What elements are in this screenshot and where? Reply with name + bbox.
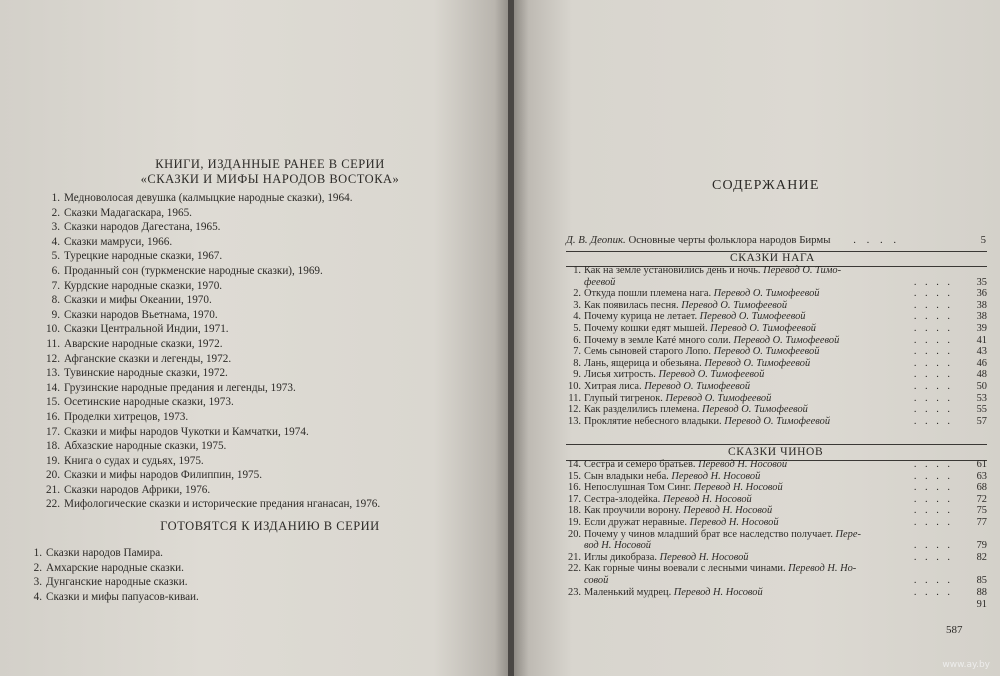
toc-entry-translator: Перевод О. Тимофеевой — [702, 404, 808, 416]
item-number: 7. — [51, 279, 60, 292]
toc-leader-dots: . . . . — [913, 311, 953, 323]
item-text: Сказки народов Вьетнама, 1970. — [64, 308, 218, 321]
toc-entry — [566, 404, 987, 416]
toc-leader-dots: . . . . — [913, 392, 953, 404]
item-number: 1. — [51, 192, 60, 204]
toc-entry-line — [566, 300, 787, 311]
toc-page-number: 68 — [976, 482, 987, 494]
toc-entry — [566, 471, 987, 483]
contents-title: СОДЕРЖАНИЕ — [712, 178, 820, 193]
toc-entry — [566, 300, 987, 312]
intro-author: Д. В. Деопик. — [566, 234, 626, 246]
item-number: 3. — [33, 576, 42, 589]
toc-intro-entry — [566, 233, 986, 247]
toc-entry-translator: Перевод О. Тимо- — [763, 265, 842, 276]
toc-entry-line — [566, 529, 861, 540]
list-item — [40, 249, 380, 264]
section1-title: СКАЗКИ НАГА — [730, 252, 815, 264]
toc-entry-translator: Перевод О. Тимофеевой — [710, 322, 816, 334]
toc-entry — [566, 323, 987, 335]
toc-entry-line — [566, 265, 841, 276]
toc-leader-dots: . . . . — [913, 470, 953, 482]
item-number: 2. — [51, 206, 60, 219]
toc-leader-dots: . . . . — [913, 516, 953, 528]
item-text: Осетинские народные сказки, 1973. — [64, 396, 234, 409]
list-item — [40, 381, 380, 396]
item-text: Книга о судах и судьях, 1975. — [64, 454, 204, 467]
toc-leader-dots: . . . . — [913, 586, 953, 598]
toc-entry — [566, 482, 987, 494]
toc-entry-number: 22. — [568, 563, 581, 575]
item-text: Сказки Мадагаскара, 1965. — [64, 206, 192, 219]
item-number: 2. — [33, 561, 42, 574]
item-number: 16. — [46, 410, 60, 423]
toc-entry-title: Сын владыки неба. — [584, 470, 672, 482]
item-text: Грузинские народные предания и легенды, 1973. — [64, 381, 296, 394]
toc-page-number: 43 — [976, 346, 987, 358]
toc-leader-dots: . . . . — [913, 346, 953, 358]
toc-entry-line — [566, 517, 779, 528]
toc-entry-number: 7. — [573, 346, 581, 358]
item-number: 15. — [46, 396, 60, 409]
toc-page-number: 50 — [976, 380, 987, 392]
toc-entry-title: Хитрая лиса. — [584, 380, 645, 392]
toc-entry-translator: Перевод Н. Носовой — [698, 459, 788, 470]
toc-entry-title: Как разделились племена. — [584, 404, 703, 416]
toc-entry — [566, 552, 987, 564]
toc-entry — [566, 505, 987, 517]
toc-leader-dots: . . . . — [913, 574, 953, 586]
list-item — [40, 352, 380, 367]
item-number: 21. — [46, 483, 60, 496]
toc-entry-number: 13. — [568, 415, 581, 427]
item-number: 18. — [46, 440, 60, 453]
item-text: Сказки и мифы папуасов-киваи. — [46, 590, 199, 603]
toc-entry-line — [566, 416, 830, 427]
list-item — [40, 410, 380, 425]
item-number: 14. — [46, 381, 60, 394]
toc-page-number: 39 — [976, 322, 987, 334]
toc-entry-number: 6. — [573, 334, 581, 346]
toc-leader-dots: . . . . — [913, 380, 953, 392]
forthcoming-books-list — [22, 546, 199, 604]
intro-title: Основные черты фольклора народов Бирмы — [628, 234, 831, 246]
item-number: 13. — [46, 367, 60, 380]
toc-entry-line — [566, 482, 783, 493]
toc-page-number: 36 — [976, 288, 987, 300]
toc-entry-line — [566, 459, 787, 470]
toc-entry-translator: Перевод О. Тимофеевой — [644, 380, 751, 392]
toc-entry-title: Почему кошки едят мышей. — [584, 322, 711, 334]
item-number: 3. — [51, 221, 60, 234]
toc-entry-translator: Перевод Н. Носовой — [671, 470, 761, 482]
item-text: Тувинские народные сказки, 1972. — [64, 367, 228, 380]
toc-entry-number: 3. — [573, 299, 581, 311]
toc-page-number: 61 — [976, 459, 987, 470]
list-item — [40, 322, 380, 337]
toc-entry-number: 16. — [568, 482, 581, 494]
toc-entry-title: Маленький мудрец. — [584, 586, 674, 598]
toc-entry-title: Непослушная Том Синг. — [584, 482, 694, 494]
toc-entry — [566, 358, 987, 370]
toc-leader-dots: . . . . — [913, 551, 953, 563]
toc-entry-translator: Перевод Н. Носовой — [683, 505, 773, 517]
toc-leader-dots: . . . . — [913, 505, 953, 517]
item-text: Аварские народные сказки, 1972. — [64, 337, 223, 350]
item-text: Проданный сон (туркменские народные сказки), 1969. — [64, 264, 323, 277]
item-number: 12. — [46, 352, 60, 365]
item-text: Сказки народов Африки, 1976. — [64, 483, 211, 496]
toc-entry — [566, 459, 987, 471]
list-item — [40, 191, 380, 206]
item-number: 4. — [33, 590, 42, 603]
list-item — [40, 425, 380, 440]
toc-leader-dots: . . . . — [913, 288, 953, 300]
item-text: Проделки хитрецов, 1973. — [64, 410, 189, 423]
list-item — [40, 439, 380, 454]
toc-entry-title: Почему курица не летает. — [584, 311, 700, 323]
toc-entry-title: Глупый тигренок. — [584, 392, 666, 404]
toc-entry-title: Как проучили ворону. — [584, 505, 684, 517]
list-item — [40, 337, 380, 352]
toc-entry-translator: Перевод Н. Но- — [788, 563, 857, 575]
toc-entry-line — [566, 335, 839, 346]
toc-entry-line — [566, 393, 771, 404]
list-item — [40, 497, 380, 512]
toc-entry — [566, 335, 987, 347]
toc-entry-title: Лисья хитрость. — [584, 369, 659, 381]
toc-entry — [566, 393, 987, 405]
toc-entry-line — [566, 288, 819, 299]
item-number: 4. — [51, 235, 60, 248]
toc-entry-line — [566, 552, 749, 563]
toc-entry — [566, 265, 987, 288]
list-item — [22, 575, 199, 590]
toc-leader-dots: . . . . — [913, 540, 953, 552]
item-text: Мифологические сказки и исторические предания нганасан, 1976. — [64, 498, 381, 511]
toc-entry-continuation: феевой — [584, 276, 616, 288]
list-item — [40, 468, 380, 483]
toc-page-number: 41 — [976, 334, 987, 346]
toc-entry-translator: Перевод О. Тимофеевой — [704, 357, 811, 369]
toc-page-number: 82 — [976, 551, 987, 563]
toc-entry-title: Иглы дикобраза. — [584, 551, 660, 563]
toc-entry-title: Семь сыновей старого Лопо. — [584, 346, 714, 358]
item-number: 17. — [46, 425, 60, 438]
right-page — [514, 0, 1000, 676]
toc-page-number: 38 — [976, 299, 987, 311]
toc-entry-number: 20. — [568, 528, 581, 540]
list-item — [40, 483, 380, 498]
toc-page-number: 55 — [976, 404, 987, 416]
item-text: Сказки Центральной Индии, 1971. — [64, 323, 229, 336]
toc-leader-dots: . . . . — [913, 334, 953, 346]
folio-page-number: 587 — [946, 624, 963, 636]
toc-entry-line — [566, 494, 752, 505]
toc-entry-title: Как на земле установились день и ночь. — [584, 265, 764, 276]
toc-leader-dots: . . . . — [913, 482, 953, 494]
item-text: Турецкие народные сказки, 1967. — [64, 250, 223, 263]
item-text: Амхарские народные сказки. — [46, 561, 184, 574]
toc-entry-line — [566, 563, 856, 574]
toc-page-number: 79 — [976, 540, 987, 552]
toc-entry-number: 9. — [573, 369, 581, 381]
toc-entry-number: 11. — [568, 392, 581, 404]
toc-entry — [566, 416, 987, 428]
toc-entry-line — [566, 323, 816, 334]
toc-page-number: 77 — [976, 516, 987, 528]
list-item — [22, 590, 199, 605]
toc-entry-number: 12. — [568, 404, 581, 416]
toc-entry-translator: Перевод Н. Носовой — [693, 482, 783, 494]
intro-leader-dots: . . . . — [853, 234, 901, 246]
series-heading-line2: «СКАЗКИ И МИФЫ НАРОДОВ ВОСТОКА» — [140, 172, 400, 186]
item-number: 1. — [33, 547, 42, 559]
toc-entry-title: Как горные чины воевали с лесными чинами. — [584, 563, 789, 575]
toc-entry-number: 15. — [568, 470, 581, 482]
toc-entry-number: 17. — [568, 493, 581, 505]
section1-entries — [566, 265, 987, 427]
toc-entry-translator: Перевод О. Тимофеевой — [724, 415, 831, 427]
toc-entry — [566, 587, 987, 599]
toc-entry-translator: Перевод О. Тимофеевой — [681, 299, 788, 311]
toc-entry-number: 10. — [568, 380, 581, 392]
toc-entry-line — [566, 505, 772, 516]
item-number: 10. — [46, 323, 60, 336]
list-item — [40, 454, 380, 469]
toc-entry-translator: Перевод О. Тимофеевой — [658, 369, 765, 381]
toc-entry-continuation: вод Н. Носовой — [584, 540, 651, 552]
item-text: Сказки мамруси, 1966. — [64, 235, 173, 248]
toc-entry — [566, 381, 987, 393]
item-text: Сказки и мифы народов Чукотки и Камчатки, 1974. — [64, 425, 309, 438]
list-item — [40, 293, 380, 308]
toc-entry-translator: Перевод О. Тимофеевой — [665, 392, 772, 404]
toc-entry-line — [566, 358, 810, 369]
list-item — [22, 561, 199, 576]
toc-entry-translator: Перевод О. Тимофеевой — [713, 288, 820, 300]
list-item — [40, 220, 380, 235]
toc-entry — [566, 311, 987, 323]
toc-entry-translator: Перевод Н. Носовой — [673, 586, 763, 598]
toc-entry-translator: Перевод О. Тимофеевой — [699, 311, 806, 323]
toc-entry-title: Проклятие небесного владыки. — [584, 415, 725, 427]
toc-entry-translator: Перевод О. Тимофеевой — [733, 334, 840, 346]
toc-entry-title: Сестра-злодейка. — [584, 493, 663, 505]
item-number: 8. — [51, 294, 60, 307]
toc-leader-dots: . . . . — [913, 493, 953, 505]
section2-top-rule — [566, 444, 987, 445]
toc-entry — [566, 288, 987, 300]
toc-entry-number: 14. — [568, 459, 581, 470]
toc-entry-number: 4. — [573, 311, 581, 323]
list-item — [40, 366, 380, 381]
list-item — [40, 308, 380, 323]
item-number: 6. — [51, 264, 60, 277]
item-number: 19. — [46, 454, 60, 467]
item-number: 9. — [51, 308, 60, 321]
item-text: Афганские сказки и легенды, 1972. — [64, 352, 232, 365]
toc-entry-line — [566, 346, 819, 357]
list-item — [40, 206, 380, 221]
item-text: Сказки народов Памира. — [46, 547, 163, 559]
toc-page-number: 72 — [976, 493, 987, 505]
toc-entry-number: 23. — [568, 586, 581, 598]
toc-page-number: 63 — [976, 470, 987, 482]
toc-entry-line — [566, 404, 808, 415]
list-item — [22, 546, 199, 561]
toc-entry-title: Почему в земле Катé много соли. — [584, 334, 734, 346]
item-number: 5. — [51, 250, 60, 263]
toc-leader-dots: . . . . — [913, 322, 953, 334]
toc-entry-continuation: совой — [584, 574, 609, 586]
toc-entry-translator: Пере- — [835, 528, 861, 540]
toc-page-number: 35 — [976, 276, 987, 288]
watermark: www.ay.by — [942, 660, 990, 670]
forthcoming-heading: ГОТОВЯТСЯ К ИЗДАНИЮ В СЕРИИ — [160, 519, 380, 533]
item-text: Курдские народные сказки, 1970. — [64, 279, 223, 292]
toc-page-number: 46 — [976, 357, 987, 369]
toc-entry — [566, 563, 987, 586]
toc-leader-dots: . . . . — [913, 276, 953, 288]
toc-entry-number: 21. — [568, 551, 581, 563]
toc-page-number: 57 — [976, 415, 987, 427]
toc-page-number: 53 — [976, 392, 987, 404]
toc-entry-title: Сестра и семеро братьев. — [584, 459, 699, 470]
item-number: 11. — [46, 337, 60, 350]
toc-page-number: 38 — [976, 311, 987, 323]
toc-entry-translator: Перевод О. Тимофеевой — [713, 346, 820, 358]
extra-page-number: 91 — [976, 599, 987, 610]
toc-page-number: 85 — [976, 574, 987, 586]
toc-leader-dots: . . . . — [913, 299, 953, 311]
section2-entries — [566, 459, 987, 598]
item-text: Сказки и мифы Океании, 1970. — [64, 294, 212, 307]
item-text: Сказки народов Дагестана, 1965. — [64, 221, 221, 234]
toc-entry — [566, 517, 987, 529]
item-text: Медноволосая девушка (калмыцкие народные сказки), 1964. — [64, 192, 353, 204]
toc-entry-title: Как появилась песня. — [584, 299, 682, 311]
toc-entry-line — [566, 587, 763, 598]
toc-entry-number: 1. — [573, 265, 581, 276]
toc-entry-number: 8. — [573, 357, 581, 369]
published-books-list — [40, 191, 380, 512]
item-text: Дунганские народные сказки. — [46, 576, 188, 589]
toc-leader-dots: . . . . — [913, 369, 953, 381]
intro-page-number: 5 — [980, 234, 986, 246]
toc-entry-title: Если дружат неравные. — [584, 516, 690, 528]
item-number: 20. — [46, 469, 60, 482]
toc-entry-translator: Перевод Н. Носовой — [662, 493, 752, 505]
toc-entry-number: 19. — [568, 516, 581, 528]
series-heading — [100, 157, 440, 187]
toc-entry — [566, 494, 987, 506]
item-text: Сказки и мифы народов Филиппин, 1975. — [64, 469, 263, 482]
toc-entry-line — [566, 311, 806, 322]
toc-entry-title: Почему у чинов младший брат все наследство получает. — [584, 528, 836, 540]
toc-leader-dots: . . . . — [913, 459, 953, 470]
toc-entry — [566, 529, 987, 552]
toc-entry-translator: Перевод Н. Носовой — [689, 516, 779, 528]
toc-page-number: 88 — [976, 586, 987, 598]
toc-entry-line — [566, 471, 760, 482]
item-text: Абхазские народные сказки, 1975. — [64, 440, 227, 453]
series-heading-line1: КНИГИ, ИЗДАННЫЕ РАНЕЕ В СЕРИИ — [155, 157, 385, 171]
toc-page-number: 48 — [976, 369, 987, 381]
section2-title: СКАЗКИ ЧИНОВ — [728, 446, 824, 458]
toc-entry-line — [566, 369, 764, 380]
toc-entry — [566, 369, 987, 381]
toc-entry-title: Откуда пошли племена нага. — [584, 288, 714, 300]
toc-page-number: 75 — [976, 505, 987, 517]
list-item — [40, 235, 380, 250]
toc-entry-title: Лань, ящерица и обезьяна. — [584, 357, 705, 369]
toc-leader-dots: . . . . — [913, 415, 953, 427]
list-item — [40, 264, 380, 279]
list-item — [40, 279, 380, 294]
item-number: 22. — [46, 498, 60, 511]
toc-leader-dots: . . . . — [913, 404, 953, 416]
toc-leader-dots: . . . . — [913, 357, 953, 369]
toc-entry — [566, 346, 987, 358]
list-item — [40, 395, 380, 410]
toc-entry-number: 18. — [568, 505, 581, 517]
toc-entry-number: 5. — [573, 322, 581, 334]
toc-entry-number: 2. — [573, 288, 581, 300]
toc-entry-line — [566, 381, 750, 392]
toc-entry-translator: Перевод Н. Носовой — [659, 551, 749, 563]
